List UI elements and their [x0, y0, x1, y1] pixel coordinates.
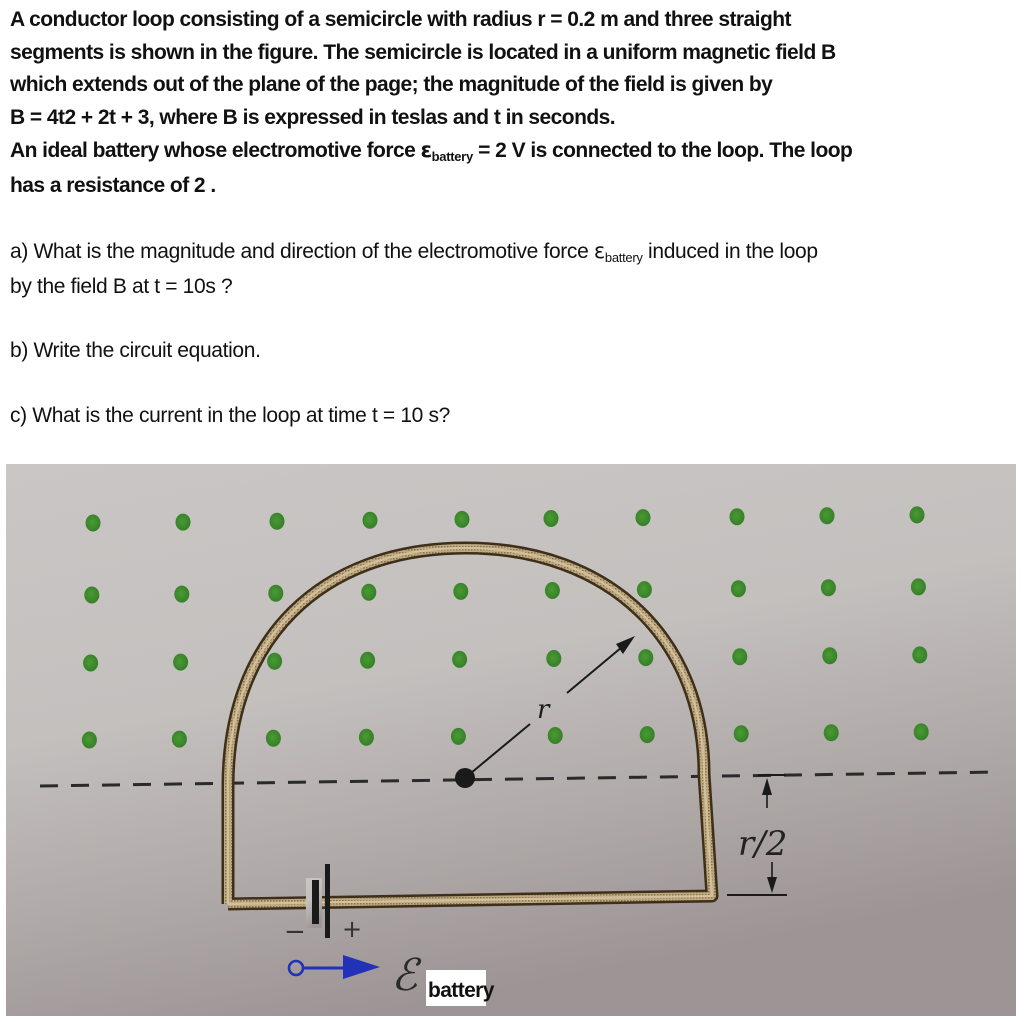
statement-line-1: A conductor loop consisting of a semicircle with radius r = 0.2 m and three straight: [10, 8, 791, 31]
field-dot-icon: [84, 587, 99, 604]
spacer: [10, 303, 1020, 335]
field-dot-icon: [637, 581, 652, 598]
field-dot-icon: [731, 580, 746, 597]
battery-statement-after: = 2 V is connected to the loop. The loop: [472, 139, 853, 162]
field-dot-icon: [822, 647, 837, 664]
field-dot-icon: [914, 723, 929, 740]
field-dot-icon: [266, 730, 281, 747]
circuit-diagram: [6, 464, 1016, 1016]
question-a-after: induced in the loop: [642, 240, 818, 263]
field-dot-icon: [360, 652, 375, 669]
field-dot-icon: [636, 509, 651, 526]
emf-subscript: battery: [604, 250, 643, 265]
field-dot-icon: [911, 578, 926, 595]
battery-statement: [10, 134, 1020, 170]
field-dot-icon: [173, 654, 188, 671]
field-dot-icon: [172, 731, 187, 748]
field-dot-icon: [546, 650, 561, 667]
field-dot-icon: [820, 507, 835, 524]
field-dot-icon: [270, 513, 285, 530]
field-dot-icon: [363, 512, 378, 529]
field-dot-icon: [821, 579, 836, 596]
resistance-statement: has a resistance of 2 .: [10, 173, 216, 197]
radius-label: r: [537, 695, 550, 725]
field-dot-icon: [640, 726, 655, 743]
question-a-before: a) What is the magnitude and direction of the electromotive force: [10, 240, 594, 263]
field-dot-icon: [544, 510, 559, 527]
field-dot-icon: [82, 732, 97, 749]
question-a-line-2: by the field B at t = 10s ?: [10, 274, 233, 298]
emf-script-symbol: ℰ: [391, 950, 418, 1001]
field-dot-icon: [548, 727, 563, 744]
field-dot-icon: [451, 728, 466, 745]
field-dot-icon: [638, 649, 653, 666]
field-dot-icon: [912, 646, 927, 663]
question-a-line-1: [10, 235, 1020, 271]
statement-line-4: B = 4t2 + 2t + 3, where B is expressed in teslas and t in seconds.: [10, 105, 616, 129]
field-dot-icon: [268, 585, 283, 602]
spacer: [10, 368, 1020, 400]
battery-statement-before: An ideal battery whose electromotive force: [10, 139, 421, 162]
statement-line-2: segments is shown in the figure. The semicircle is located in a uniform magnetic field B: [10, 40, 836, 64]
question-b: b) Write the circuit equation.: [10, 339, 261, 362]
problem-text: [10, 4, 1020, 432]
field-dot-icon: [452, 651, 467, 668]
field-dot-icon: [176, 514, 191, 531]
field-dot-icon: [83, 655, 98, 672]
field-dot-icon: [732, 648, 747, 665]
field-dot-icon: [455, 511, 470, 528]
field-dot-icon: [734, 725, 749, 742]
field-dot-icon: [824, 724, 839, 741]
battery-plus-label: +: [342, 915, 363, 943]
field-dot-icon: [174, 586, 189, 603]
emf-subscript: battery: [431, 149, 473, 164]
field-dot-icon: [359, 729, 374, 746]
statement-line-3: which extends out of the plane of the page; the magnitude of the field is given by: [10, 73, 773, 96]
battery-positive-plate: [325, 864, 330, 938]
field-dot-icon: [267, 653, 282, 670]
battery-minus-label: −: [284, 917, 306, 947]
field-dot-icon: [86, 515, 101, 532]
circuit-figure: [6, 464, 1016, 1016]
emf-subscript-label: battery: [428, 979, 494, 1002]
field-dot-icon: [361, 584, 376, 601]
field-dot-icon: [545, 582, 560, 599]
field-dot-icon: [730, 508, 745, 525]
field-dot-icon: [910, 506, 925, 523]
spacer: [10, 202, 1020, 235]
question-c: c) What is the current in the loop at time t = 10 s?: [10, 403, 450, 427]
emf-symbol: ε: [420, 138, 432, 162]
battery-negative-plate: [312, 880, 319, 924]
half-radius-label: r/2: [738, 824, 788, 864]
emf-symbol: ε: [593, 239, 605, 263]
field-dot-icon: [453, 583, 468, 600]
